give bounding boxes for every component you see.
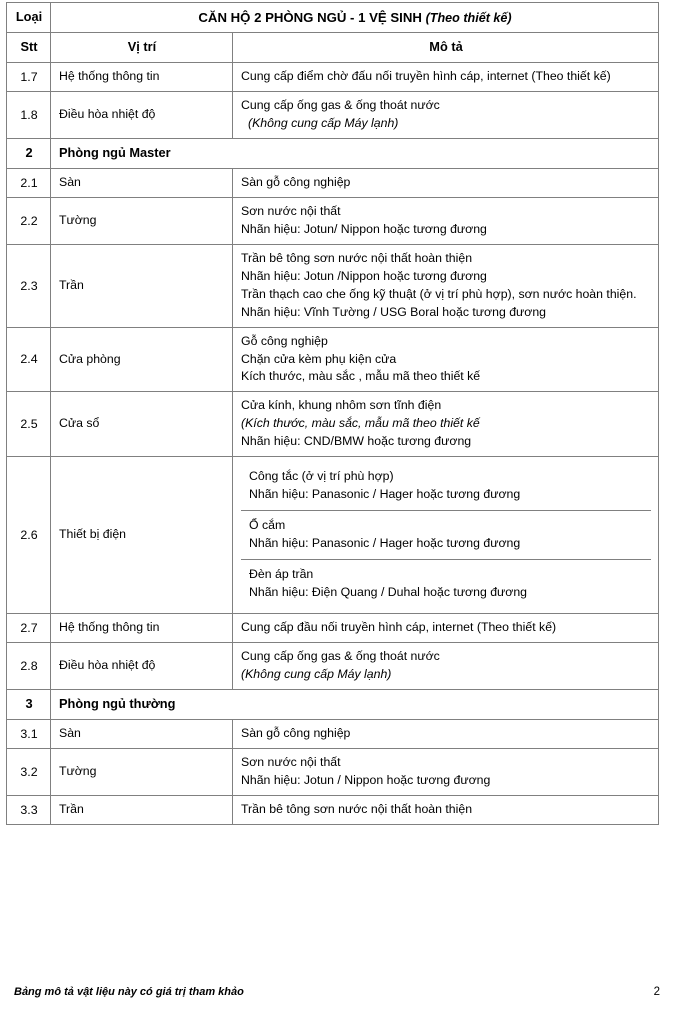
specification-table — [6, 2, 659, 825]
cell-stt: 2.5 — [7, 392, 51, 457]
table-row — [7, 392, 659, 457]
table-row-grouped — [7, 457, 659, 614]
description-line: Nhãn hiệu: Jotun/ Nippon hoặc tương đương — [241, 221, 487, 236]
description-line: Cung cấp ống gas & ống thoát nước — [241, 98, 440, 113]
description-line: (Không cung cấp Máy lạnh) — [248, 116, 399, 131]
description-line: Cung cấp đầu nối truyền hình cáp, internet (Theo thiết kế) — [241, 620, 557, 635]
cell-description — [233, 795, 659, 824]
description-line: Trần bê tông sơn nước nội thất hoàn thiện — [241, 801, 473, 816]
cell-description — [233, 168, 659, 197]
description-line: Nhãn hiệu: Jotun / Nippon hoặc tương đương — [241, 772, 491, 787]
table-row — [7, 244, 659, 327]
cell-position: Hệ thống thông tin — [51, 614, 233, 643]
cell-stt: 2.7 — [7, 614, 51, 643]
cell-stt: 3.3 — [7, 795, 51, 824]
description-line: Sơn nước nội thất — [241, 754, 341, 769]
description-line: Công tắc (ở vị trí phù hợp) — [249, 469, 394, 484]
description-line: Trần bê tông sơn nước nội thất hoàn thiện — [241, 250, 473, 265]
cell-position: Hệ thống thông tin — [51, 63, 233, 92]
description-line: Nhãn hiệu: Panasonic / Hager hoặc tương đương — [249, 536, 521, 551]
section-label: Phòng ngủ thường — [51, 690, 659, 720]
description-line: Nhãn hiệu: Jotun /Nippon hoặc tương đương — [241, 268, 487, 283]
table-row — [7, 197, 659, 244]
section-number: 3 — [7, 690, 51, 720]
cell-description-group — [233, 457, 659, 614]
header-row-type — [7, 3, 659, 33]
section-heading-row — [7, 139, 659, 169]
sub-row-description — [241, 462, 651, 510]
table-row — [7, 643, 659, 690]
description-line: (Không cung cấp Máy lạnh) — [241, 667, 392, 682]
description-line: Nhãn hiệu: CND/BMW hoặc tương đương — [241, 434, 472, 449]
page-footer — [14, 986, 660, 998]
table-row — [7, 63, 659, 92]
column-header-description: Mô tả — [233, 33, 659, 63]
cell-description — [233, 197, 659, 244]
description-line: Kích thước, màu sắc , mẫu mã theo thiết kế — [241, 369, 481, 384]
cell-position: Sàn — [51, 719, 233, 748]
description-line: Ổ cắm — [249, 518, 286, 533]
description-line: Nhãn hiệu: Điện Quang / Duhal hoặc tương đương — [249, 585, 528, 600]
cell-stt: 1.8 — [7, 92, 51, 139]
cell-stt: 2.4 — [7, 327, 51, 392]
section-label: Phòng ngủ Master — [51, 139, 659, 169]
section-heading-row — [7, 690, 659, 720]
cell-position: Cửa phòng — [51, 327, 233, 392]
header-title — [51, 3, 659, 33]
table-row — [7, 748, 659, 795]
cell-description — [233, 244, 659, 327]
cell-stt: 2.1 — [7, 168, 51, 197]
cell-stt: 3.2 — [7, 748, 51, 795]
description-line: Chặn cửa kèm phụ kiện cửa — [241, 351, 397, 366]
cell-position: Thiết bị điện — [51, 457, 233, 614]
description-line: Sàn gỗ công nghiệp — [241, 174, 351, 189]
cell-position: Trần — [51, 795, 233, 824]
cell-description — [233, 63, 659, 92]
cell-position: Tường — [51, 197, 233, 244]
description-line: Gỗ công nghiệp — [241, 333, 328, 348]
description-line: Sơn nước nội thất — [241, 203, 341, 218]
cell-stt: 2.8 — [7, 643, 51, 690]
description-line: Sàn gỗ công nghiệp — [241, 725, 351, 740]
cell-description — [233, 748, 659, 795]
column-header-position: Vị trí — [51, 33, 233, 63]
cell-position: Điều hòa nhiệt độ — [51, 92, 233, 139]
table-row — [7, 327, 659, 392]
sub-row-description — [241, 560, 651, 608]
cell-description — [233, 92, 659, 139]
table-row — [7, 92, 659, 139]
description-line: Nhãn hiệu: Vĩnh Tường / USG Boral hoặc tương đương — [241, 304, 547, 319]
cell-position: Sàn — [51, 168, 233, 197]
table-row — [7, 719, 659, 748]
header-title-main: CĂN HỘ 2 PHÒNG NGỦ - 1 VỆ SINH — [198, 10, 422, 25]
header-row-columns — [7, 33, 659, 63]
description-line: Cung cấp ống gas & ống thoát nước — [241, 649, 440, 664]
section-number: 2 — [7, 139, 51, 169]
table-row — [7, 168, 659, 197]
header-type-label: Loại — [7, 3, 51, 33]
cell-stt: 2.6 — [7, 457, 51, 614]
sub-row — [241, 462, 651, 510]
sub-row — [241, 560, 651, 608]
cell-description — [233, 614, 659, 643]
description-line: Cung cấp điểm chờ đấu nối truyền hình cáp, internet (Theo thiết kế) — [241, 69, 611, 84]
sub-row — [241, 511, 651, 560]
table-row — [7, 795, 659, 824]
description-line: Đèn áp trần — [249, 567, 314, 582]
column-header-stt: Stt — [7, 33, 51, 63]
sub-row-description — [241, 511, 651, 560]
cell-position: Cửa sổ — [51, 392, 233, 457]
table-row — [7, 614, 659, 643]
footer-note: Bảng mô tả vật liệu này có giá trị tham khảo — [14, 986, 244, 998]
cell-position: Tường — [51, 748, 233, 795]
cell-description — [233, 327, 659, 392]
description-line: (Kích thước, màu sắc, mẫu mã theo thiết kế — [241, 416, 480, 431]
cell-description — [233, 719, 659, 748]
cell-position: Trần — [51, 244, 233, 327]
header-title-note: (Theo thiết kế) — [425, 11, 512, 25]
cell-description — [233, 392, 659, 457]
description-line: Nhãn hiệu: Panasonic / Hager hoặc tương đương — [249, 487, 521, 502]
cell-stt: 2.3 — [7, 244, 51, 327]
cell-stt: 1.7 — [7, 63, 51, 92]
page-number: 2 — [653, 986, 660, 998]
cell-stt: 2.2 — [7, 197, 51, 244]
description-line: Cửa kính, khung nhôm sơn tĩnh điện — [241, 398, 442, 413]
cell-description — [233, 643, 659, 690]
cell-position: Điều hòa nhiệt độ — [51, 643, 233, 690]
description-line: Trần thạch cao che ống kỹ thuật (ở vị trí phù hợp), sơn nước hoàn thiện. — [241, 286, 637, 301]
cell-stt: 3.1 — [7, 719, 51, 748]
